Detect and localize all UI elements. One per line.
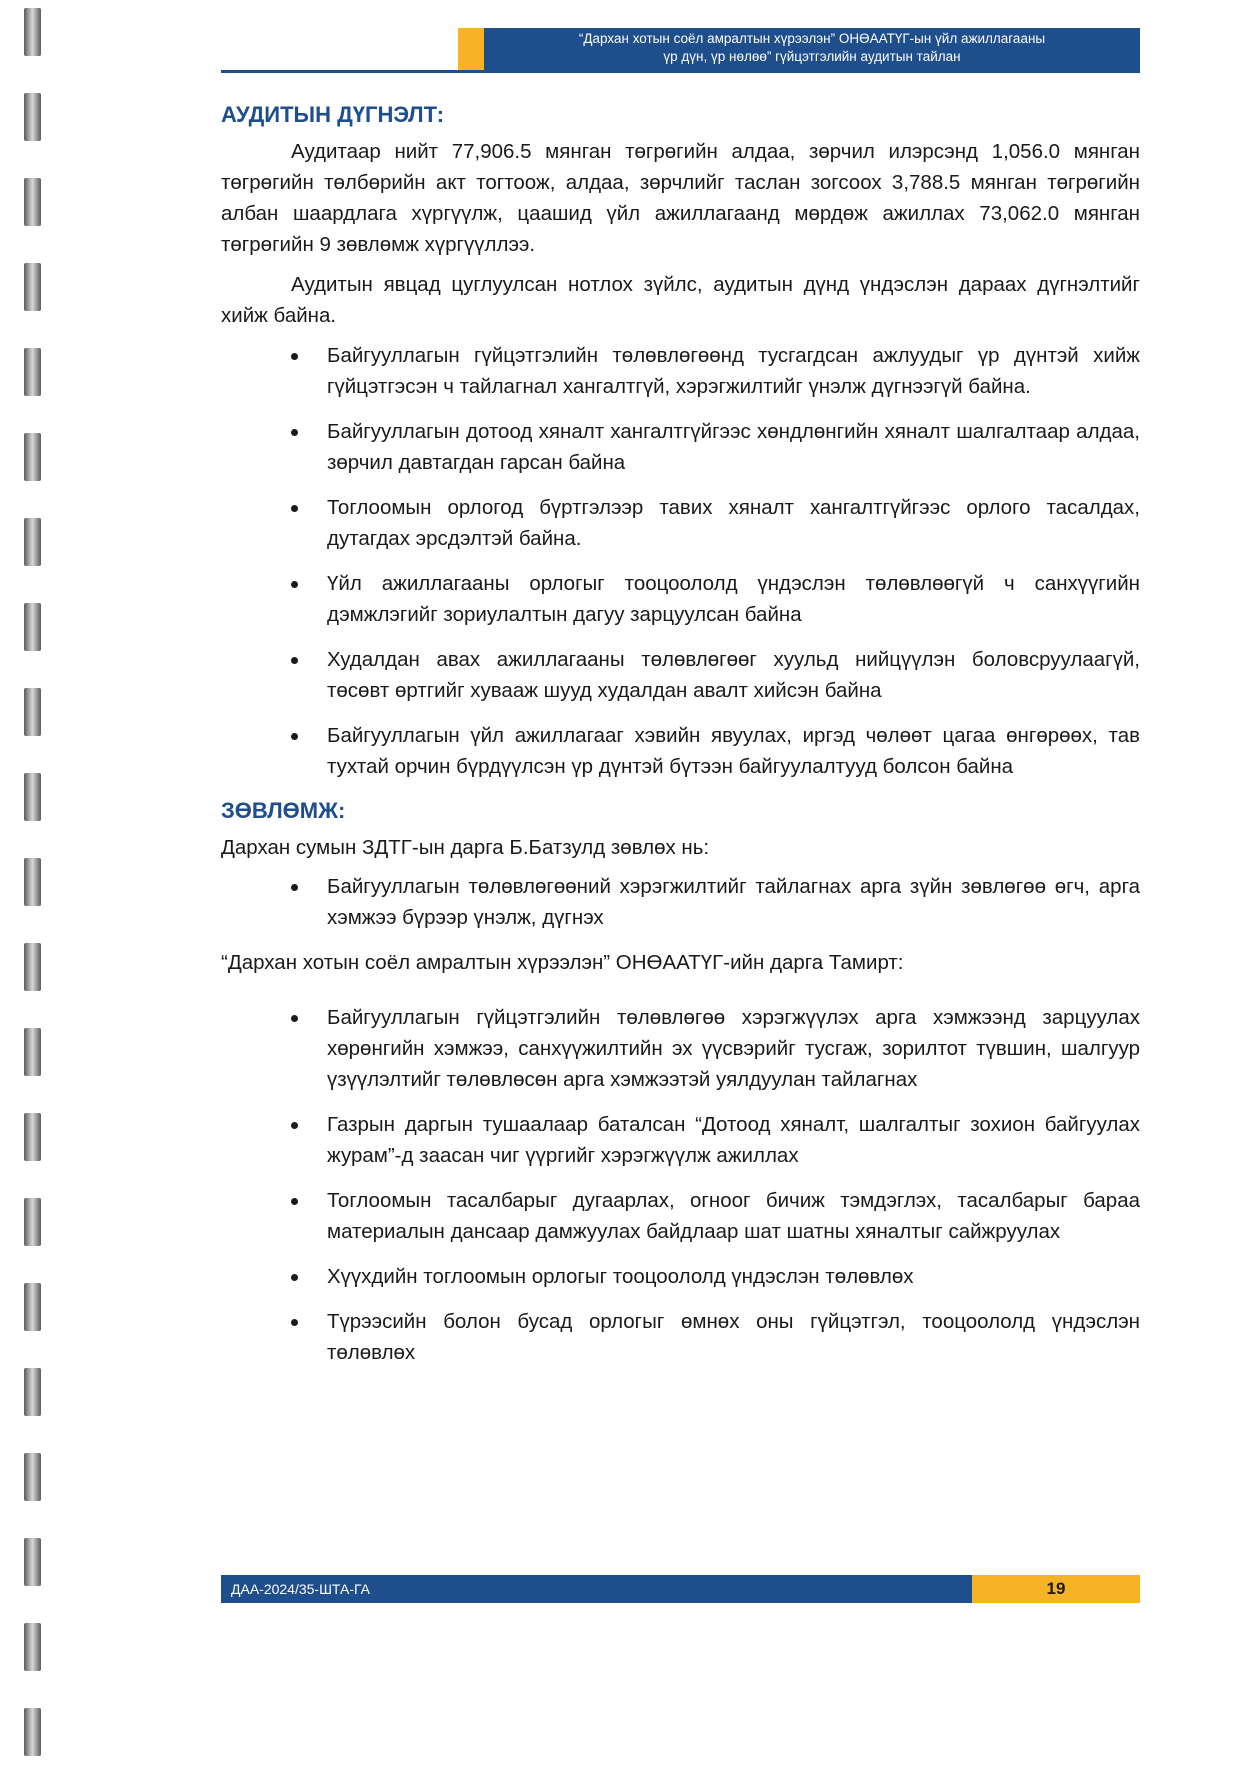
list-item [221,492,1140,554]
recommendation-intro: Дархан сумын ЗДТГ-ын дарга Б.Батзулд зөвлөх нь: [221,836,710,859]
bullet-icon [291,353,298,360]
report-header [490,30,1134,68]
list-item-text: Тоглоомын тасалбарыг дугаарлах, огноог бичиж тэмдэглэх, тасалбарыг бараа материалын дансаар дамжуулах байдлаар шат шатны хяналтыг сайжруулах [327,1189,1140,1243]
binding-hole [24,943,41,991]
paragraph: Аудитын явцад цуглуулсан нотлох зүйлс, аудитын дүнд үндэслэн дараах дүгнэлтийг хийж байна. [221,273,1140,327]
bullet-icon [291,1274,298,1281]
list-item-text: Түрээсийн болон бусад орлогыг өмнөх оны гүйцэтгэл, тооцоололд үндэслэн төлөвлөх [327,1310,1140,1364]
bullet-icon [291,1122,298,1129]
bullet-icon [291,884,298,891]
bullet-icon [291,1198,298,1205]
binding-hole [24,603,41,651]
list-item [221,568,1140,630]
list-item-text: Байгууллагын төлөвлөгөөний хэрэгжилтийг тайлагнах арга зүйн зөвлөгөө өгч, арга хэмжээ бүрээр үнэлж, дүгнэх [327,875,1140,929]
binding-hole [24,858,41,906]
binding-hole [24,1708,41,1756]
page-content [221,100,1140,1382]
binding-hole [24,688,41,736]
binding-hole [24,433,41,481]
header-accent [458,28,484,70]
binding-hole [24,1538,41,1586]
section-title-conclusion: АУДИТЫН ДҮГНЭЛТ: [221,102,445,127]
paragraph: Аудитаар нийт 77,906.5 мянган төгрөгийн алдаа, зөрчил илэрсэнд 1,056.0 мянган төгрөгийн төлбөрийн акт тогтоож, алдаа, зөрчлийг таслан зогсоох 3,788.5 мянган төгрөгийн албан шаардлага хүргүүлж, цаашид үйл ажиллагаанд мөрдөж ажиллах 73,062.0 мянган төгрөгийн 9 зөвлөмж хүргүүллээ. [221,140,1140,256]
binding-hole [24,93,41,141]
list-item-text: Хүүхдийн тоглоомын орлогыг тооцоололд үндэслэн төлөвлөх [327,1265,914,1288]
list-item-text: Үйл ажиллагааны орлогыг тооцоололд үндэслэн төлөвлөөгүй ч санхүүгийн дэмжлэгийг зориулалтын дагуу зарцуулсан байна [327,572,1140,626]
bullet-icon [291,429,298,436]
binding-hole [24,1623,41,1671]
binding-hole [24,1283,41,1331]
header-line-2: үр дүн, үр нөлөө” гүйцэтгэлийн аудитын тайлан [663,49,961,64]
list-item [221,644,1140,706]
list-item [221,720,1140,782]
binding-hole [24,518,41,566]
spiral-binding [24,0,48,1767]
binding-hole [24,1198,41,1246]
conclusion-list [221,340,1140,782]
binding-hole [24,1028,41,1076]
list-item [221,416,1140,478]
list-item [221,340,1140,402]
bullet-icon [291,1319,298,1326]
list-item [221,871,1140,933]
bullet-icon [291,505,298,512]
section-title-recommendation: ЗӨВЛӨМЖ: [221,798,346,823]
list-item [221,1109,1140,1171]
list-item [221,1306,1140,1368]
binding-hole [24,773,41,821]
list-item-text: Байгууллагын гүйцэтгэлийн төлөвлөгөөнд тусгагдсан ажлуудыг үр дүнтэй хийж гүйцэтгэсэн ч тайлагнал хангалтгүй, хэрэгжилтийг үнэлж дүгнээгүй байна. [327,344,1140,398]
list-item-text: Худалдан авах ажиллагааны төлөвлөгөөг хуульд нийцүүлэн боловсруулаагүй, төсөвт өртгийг хувааж шууд худалдан авалт хийсэн байна [327,648,1140,702]
bullet-icon [291,581,298,588]
list-item-text: Байгууллагын дотоод хяналт хангалтгүйгээс хөндлөнгийн хяналт шалгалтаар алдаа, зөрчил давтагдан гарсан байна [327,420,1140,474]
binding-hole [24,1113,41,1161]
bullet-icon [291,1015,298,1022]
binding-hole [24,1368,41,1416]
page-number: 19 [1046,1579,1066,1598]
list-item [221,1185,1140,1247]
list-item [221,1261,1140,1292]
list-item-text: Тоглоомын орлогод бүртгэлээр тавих хяналт хангалтгүйгээс орлого тасалдах, дутагдах эрсдэлтэй байна. [327,496,1140,550]
document-code: ДАА-2024/35-ШТА-ГА [231,1581,370,1597]
bullet-icon [291,733,298,740]
recommendation-list-2 [221,1002,1140,1368]
list-item-text: Байгууллагын гүйцэтгэлийн төлөвлөгөө хэрэгжүүлэх арга хэмжээнд зарцуулах хөрөнгийн хэмжээ, санхүүжилтийн эх үүсвэрийг тусгаж, зорилтот түвшин, шалгуур үзүүлэлтийг төлөвлөсөн арга хэмжээтэй уялдуулан тайлагнах [327,1006,1140,1091]
list-item-text: Газрын даргын тушаалаар баталсан “Дотоод хяналт, шалгалтыг зохион байгуулах журам”-д заасан чиг үүргийг хэрэгжүүлж ажиллах [327,1113,1140,1167]
header-line-1: “Дархан хотын соёл амралтын хүрээлэн” ОНӨААТҮГ-ын үйл ажиллагааны [578,31,1046,46]
list-item-text: Байгууллагын үйл ажиллагааг хэвийн явуулах, иргэд чөлөөт цагаа өнгөрөөх, тав тухтай орчин бүрдүүлсэн үр дүнтэй бүтээн байгуулалтууд болсон байна [327,724,1140,778]
recommendation-list-1 [221,871,1140,933]
recommendation-intro: “Дархан хотын соёл амралтын хүрээлэн” ОНӨААТҮГ-ийн дарга Тамирт: [221,951,904,974]
binding-hole [24,1453,41,1501]
binding-hole [24,263,41,311]
bullet-icon [291,657,298,664]
binding-hole [24,8,41,56]
header-rule [221,70,1140,73]
binding-hole [24,348,41,396]
binding-hole [24,178,41,226]
list-item [221,1002,1140,1095]
